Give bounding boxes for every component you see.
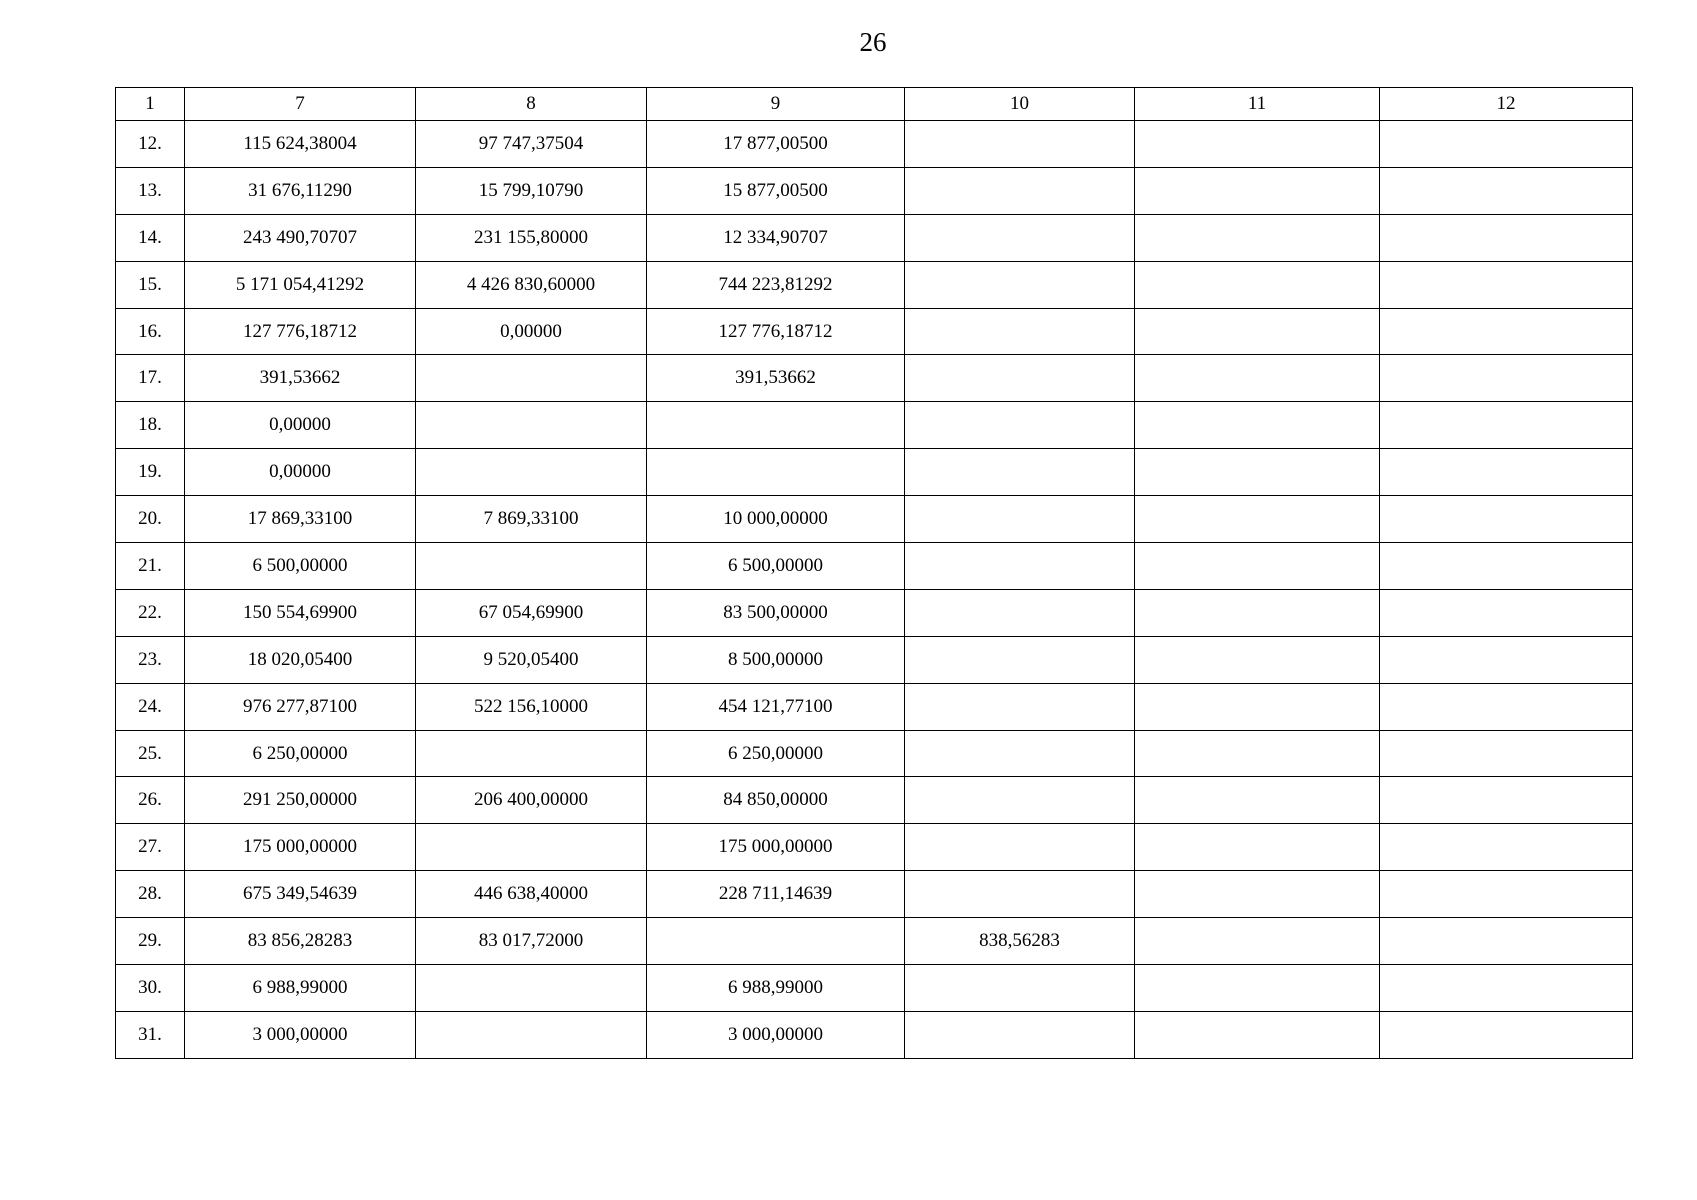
table-row [116,496,1633,543]
table-cell [1380,496,1633,543]
table-row [116,308,1633,355]
table-cell [905,496,1135,543]
row-number-cell: 15. [116,261,185,308]
row-number-cell: 30. [116,965,185,1012]
table-cell [416,543,647,590]
table-row [116,589,1633,636]
row-number-cell: 26. [116,777,185,824]
table-cell [1380,355,1633,402]
table-cell: 31 676,11290 [185,167,416,214]
table-cell [1380,308,1633,355]
table-cell [1380,214,1633,261]
table-cell: 15 877,00500 [647,167,905,214]
table-cell [1135,824,1380,871]
table-cell [905,824,1135,871]
table-cell [905,777,1135,824]
table-cell [1135,871,1380,918]
table-cell: 675 349,54639 [185,871,416,918]
table-cell [1380,636,1633,683]
table-cell [1135,589,1380,636]
table-cell [905,543,1135,590]
table-cell: 127 776,18712 [647,308,905,355]
table-cell: 10 000,00000 [647,496,905,543]
table-cell [1380,730,1633,777]
table-cell: 67 054,69900 [416,589,647,636]
table-cell [1135,167,1380,214]
table-cell [416,1011,647,1058]
table-cell: 291 250,00000 [185,777,416,824]
row-number-cell: 18. [116,402,185,449]
table-cell [1135,496,1380,543]
table-row [116,261,1633,308]
table-row [116,636,1633,683]
table-row [116,777,1633,824]
table-cell [1135,1011,1380,1058]
table-cell [1135,918,1380,965]
row-number-cell: 20. [116,496,185,543]
table-cell [905,965,1135,1012]
table-cell: 744 223,81292 [647,261,905,308]
table-cell [1135,121,1380,168]
row-number-cell: 12. [116,121,185,168]
row-number-cell: 22. [116,589,185,636]
table-row [116,167,1633,214]
table-cell: 6 500,00000 [647,543,905,590]
table-cell [1380,449,1633,496]
column-header-12: 12 [1380,88,1633,121]
table-cell: 12 334,90707 [647,214,905,261]
table-cell [416,965,647,1012]
table-cell: 83 856,28283 [185,918,416,965]
table-cell: 127 776,18712 [185,308,416,355]
table-row [116,402,1633,449]
table-cell [905,1011,1135,1058]
table-cell: 150 554,69900 [185,589,416,636]
table-cell: 175 000,00000 [185,824,416,871]
table-cell: 228 711,14639 [647,871,905,918]
table-cell: 83 500,00000 [647,589,905,636]
table-cell: 9 520,05400 [416,636,647,683]
row-number-cell: 25. [116,730,185,777]
table-cell [416,355,647,402]
table-cell [905,589,1135,636]
row-number-cell: 14. [116,214,185,261]
table-cell [1380,261,1633,308]
row-number-cell: 29. [116,918,185,965]
table-cell: 838,56283 [905,918,1135,965]
table-cell [1135,543,1380,590]
row-number-cell: 19. [116,449,185,496]
table-row [116,871,1633,918]
table-cell [1135,355,1380,402]
table-cell: 15 799,10790 [416,167,647,214]
row-number-cell: 16. [116,308,185,355]
table-cell [647,449,905,496]
column-header-10: 10 [905,88,1135,121]
table-row [116,683,1633,730]
page-number: 26 [859,27,887,57]
table-cell: 0,00000 [185,449,416,496]
table-cell: 446 638,40000 [416,871,647,918]
table-cell: 0,00000 [416,308,647,355]
table-cell [1380,543,1633,590]
header-row [116,88,1633,121]
table-cell [416,824,647,871]
table-cell [1380,1011,1633,1058]
table-cell [1135,261,1380,308]
table-cell [1380,824,1633,871]
table-cell [1135,308,1380,355]
row-number-cell: 21. [116,543,185,590]
table-cell [1380,402,1633,449]
table-cell: 17 869,33100 [185,496,416,543]
table-cell [905,730,1135,777]
table-cell: 8 500,00000 [647,636,905,683]
table-cell: 17 877,00500 [647,121,905,168]
table-cell: 6 988,99000 [185,965,416,1012]
table-cell: 3 000,00000 [647,1011,905,1058]
table-cell [905,449,1135,496]
table-cell [1135,965,1380,1012]
table-cell [1135,214,1380,261]
table-cell [905,214,1135,261]
table-cell: 83 017,72000 [416,918,647,965]
table-cell [1380,871,1633,918]
table-row [116,824,1633,871]
table-cell [1380,167,1633,214]
table-cell [1135,730,1380,777]
table-cell: 84 850,00000 [647,777,905,824]
table-cell [905,683,1135,730]
table-cell [1135,636,1380,683]
table-cell [1135,683,1380,730]
table-cell: 6 988,99000 [647,965,905,1012]
table-cell: 3 000,00000 [185,1011,416,1058]
column-header-7: 7 [185,88,416,121]
row-number-cell: 23. [116,636,185,683]
table-row [116,214,1633,261]
table-body [116,121,1633,1059]
table-cell: 6 500,00000 [185,543,416,590]
table-cell: 7 869,33100 [416,496,647,543]
row-number-cell: 13. [116,167,185,214]
table-cell [1380,121,1633,168]
table-cell [1135,777,1380,824]
table-cell: 115 624,38004 [185,121,416,168]
data-table [115,87,1633,1059]
table-cell: 0,00000 [185,402,416,449]
row-number-cell: 17. [116,355,185,402]
table-cell [1380,683,1633,730]
column-header-1: 1 [116,88,185,121]
table-cell: 243 490,70707 [185,214,416,261]
row-number-cell: 31. [116,1011,185,1058]
table-row [116,730,1633,777]
table-cell [905,871,1135,918]
table-cell [647,918,905,965]
table-row [116,543,1633,590]
table-cell [905,402,1135,449]
table-cell [416,449,647,496]
table-cell: 522 156,10000 [416,683,647,730]
table-cell [1380,918,1633,965]
column-header-8: 8 [416,88,647,121]
table-row [116,121,1633,168]
table-cell: 206 400,00000 [416,777,647,824]
column-header-11: 11 [1135,88,1380,121]
table-cell: 18 020,05400 [185,636,416,683]
table-cell [905,121,1135,168]
table-cell [905,355,1135,402]
table-cell: 4 426 830,60000 [416,261,647,308]
table-cell [905,308,1135,355]
table-cell: 391,53662 [647,355,905,402]
table-cell [905,261,1135,308]
table-cell [905,636,1135,683]
table-cell [1135,449,1380,496]
table-cell: 976 277,87100 [185,683,416,730]
row-number-cell: 28. [116,871,185,918]
table-cell: 454 121,77100 [647,683,905,730]
table-cell: 391,53662 [185,355,416,402]
table-cell [905,167,1135,214]
table-cell [416,402,647,449]
table-cell: 6 250,00000 [647,730,905,777]
table-row [116,965,1633,1012]
table-cell [1380,965,1633,1012]
table-cell [1135,402,1380,449]
table-row [116,355,1633,402]
table-cell: 175 000,00000 [647,824,905,871]
table-cell [416,730,647,777]
table-cell [647,402,905,449]
table-cell: 97 747,37504 [416,121,647,168]
table-cell: 231 155,80000 [416,214,647,261]
row-number-cell: 24. [116,683,185,730]
table-row [116,449,1633,496]
row-number-cell: 27. [116,824,185,871]
column-header-9: 9 [647,88,905,121]
table-row [116,918,1633,965]
table-header [116,88,1633,121]
table-cell [1380,589,1633,636]
table-cell: 5 171 054,41292 [185,261,416,308]
table-cell: 6 250,00000 [185,730,416,777]
table-row [116,1011,1633,1058]
table-cell [1380,777,1633,824]
